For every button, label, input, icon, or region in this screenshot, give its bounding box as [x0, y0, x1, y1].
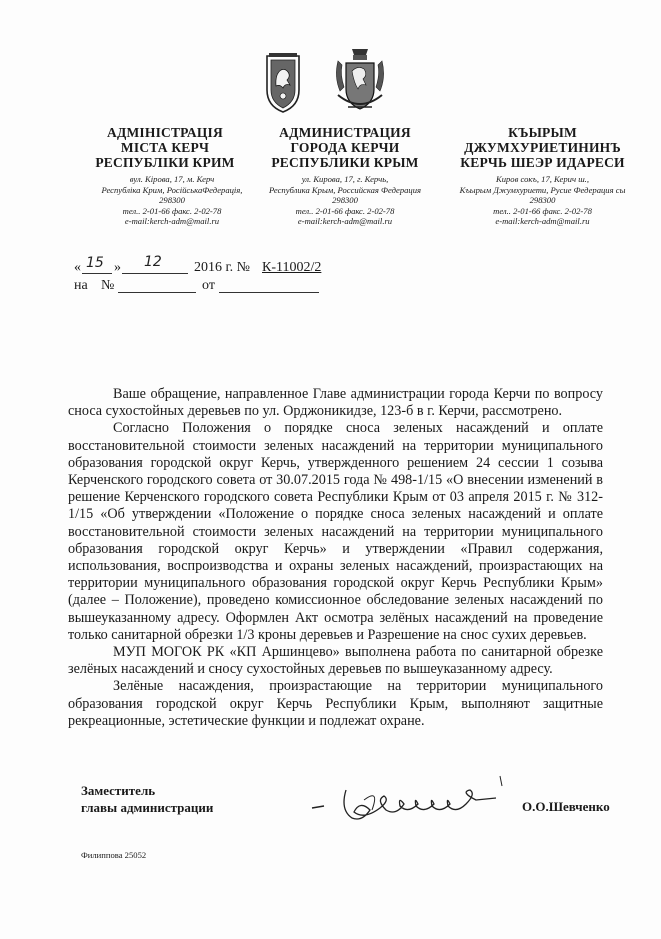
body-paragraph-1: Ваше обращение, направленное Главе администрации города Керчи по вопросу сноса сухостойных деревьев по ул. Орджоникидзе, 123-б в г. Керчи, рассмотрено. [68, 386, 603, 420]
incoming-from-label: от [202, 278, 215, 293]
header-ua-address: вул. Кірова, 17, м. Керч Республіка Крим, РосійськаФедерація, 298300 тел.. 2-01-66 факс. 2-02-78 e-mail:kerch-adm@mail.ru [101, 174, 243, 226]
header-ru-title: АДМИНИСТРАЦИЯ ГОРОДА КЕРЧИ РЕСПУБЛИКИ КРЫМ [271, 125, 419, 170]
emblem-crimea [263, 52, 303, 114]
incoming-prefix: на [74, 278, 88, 293]
open-quote: « [74, 260, 81, 275]
incoming-date-underline [219, 292, 319, 293]
body-paragraph-2: Согласно Положения о порядке сноса зеленых насаждений и оплате восстановительной стоимости зеленых насаждений на территории муниципального образования городской округ Керчь, утвержденного решением 24 сессии 1 созыва Керченского городского совета от 30.07.2015 года № 498-1/15 «О внесении изменений в решение Керченского городского совета Республики Крым от 03 апреля 2015 г. № 312-1/15 «Об утверждении «Положение о порядке сноса зеленых насаждений и оплате восстановительной стоимости зеленых насаждений на территории муниципального образования городской округ Керчь» и утверждении «Правил содержания, использования, воспроизводства и охраны зеленых насаждений, произрастающих на территории муниципального образования городской округ Керчь Республики Крым» (далее – Положение), проведено комиссионное обследование зеленых насаждений по вышеуказанному адресу. Оформлен Акт осмотра зелёных насаждений на проведение только санитарной обрезки 1/3 кроны деревьев и Разрешение на снос сухих деревьев. [68, 420, 603, 643]
header-ua [70, 125, 260, 227]
close-quote: » [114, 260, 121, 275]
date-day-underline [82, 273, 112, 274]
date-year-label: 2016 г. № [194, 260, 251, 275]
handwritten-signature [300, 770, 520, 830]
emblem-kerch [330, 47, 390, 117]
reference-number: К-11002/2 [262, 260, 322, 275]
reference-date-line [74, 254, 374, 280]
body-paragraph-3: МУП МОГОК РК «КП Аршинцево» выполнена работа по санитарной обрезке зелёных насаждений и сносу сухостойных деревьев по вышеуказанному адресу. [68, 644, 603, 678]
date-month: 12 [144, 254, 162, 270]
incoming-number-underline [118, 292, 196, 293]
reference-incoming-line [74, 278, 374, 298]
header-crh [440, 125, 645, 227]
signatory-position: Заместитель главы администрации [81, 783, 214, 815]
body-paragraph-4: Зелёные насаждения, произрастающие на территории муниципального образования городской округ Керчь Республики Крым, выполняют защитные рекреационные, эстетические функции и подлежат охране. [68, 678, 603, 729]
date-month-underline [122, 273, 188, 274]
header-ru-address: ул. Кирова, 17, г. Керчь, Республика Крым, Российская Федерация 298300 тел.. 2-01-66 факс. 2-02-78 e-mail:kerch-adm@mail.ru [268, 174, 422, 226]
letter-body [68, 386, 603, 730]
date-day: 15 [86, 255, 104, 271]
header-ua-title: АДМІНІСТРАЦІЯ МІСТА КЕРЧ РЕСПУБЛІКИ КРИМ [95, 125, 235, 170]
header-crh-address: Киров сокъ, 17, Керич ш., Къырым Джумхуриети, Русие Федерация сы 298300 тел.. 2-01-66 факс. 2-02-78 e-mail:kerch-adm@mail.ru [459, 174, 626, 226]
incoming-number-label: № [101, 278, 115, 293]
signatory-name: О.О.Шевченко [522, 799, 610, 814]
header-ru [245, 125, 445, 227]
header-crh-title: КЪЫРЫМ ДЖУМХУРИЕТИНИНЪ КЕРЧЬ ШЕЭР ИДАРЕСИ [460, 125, 625, 170]
executor-note: Филиппова 25052 [81, 850, 147, 860]
